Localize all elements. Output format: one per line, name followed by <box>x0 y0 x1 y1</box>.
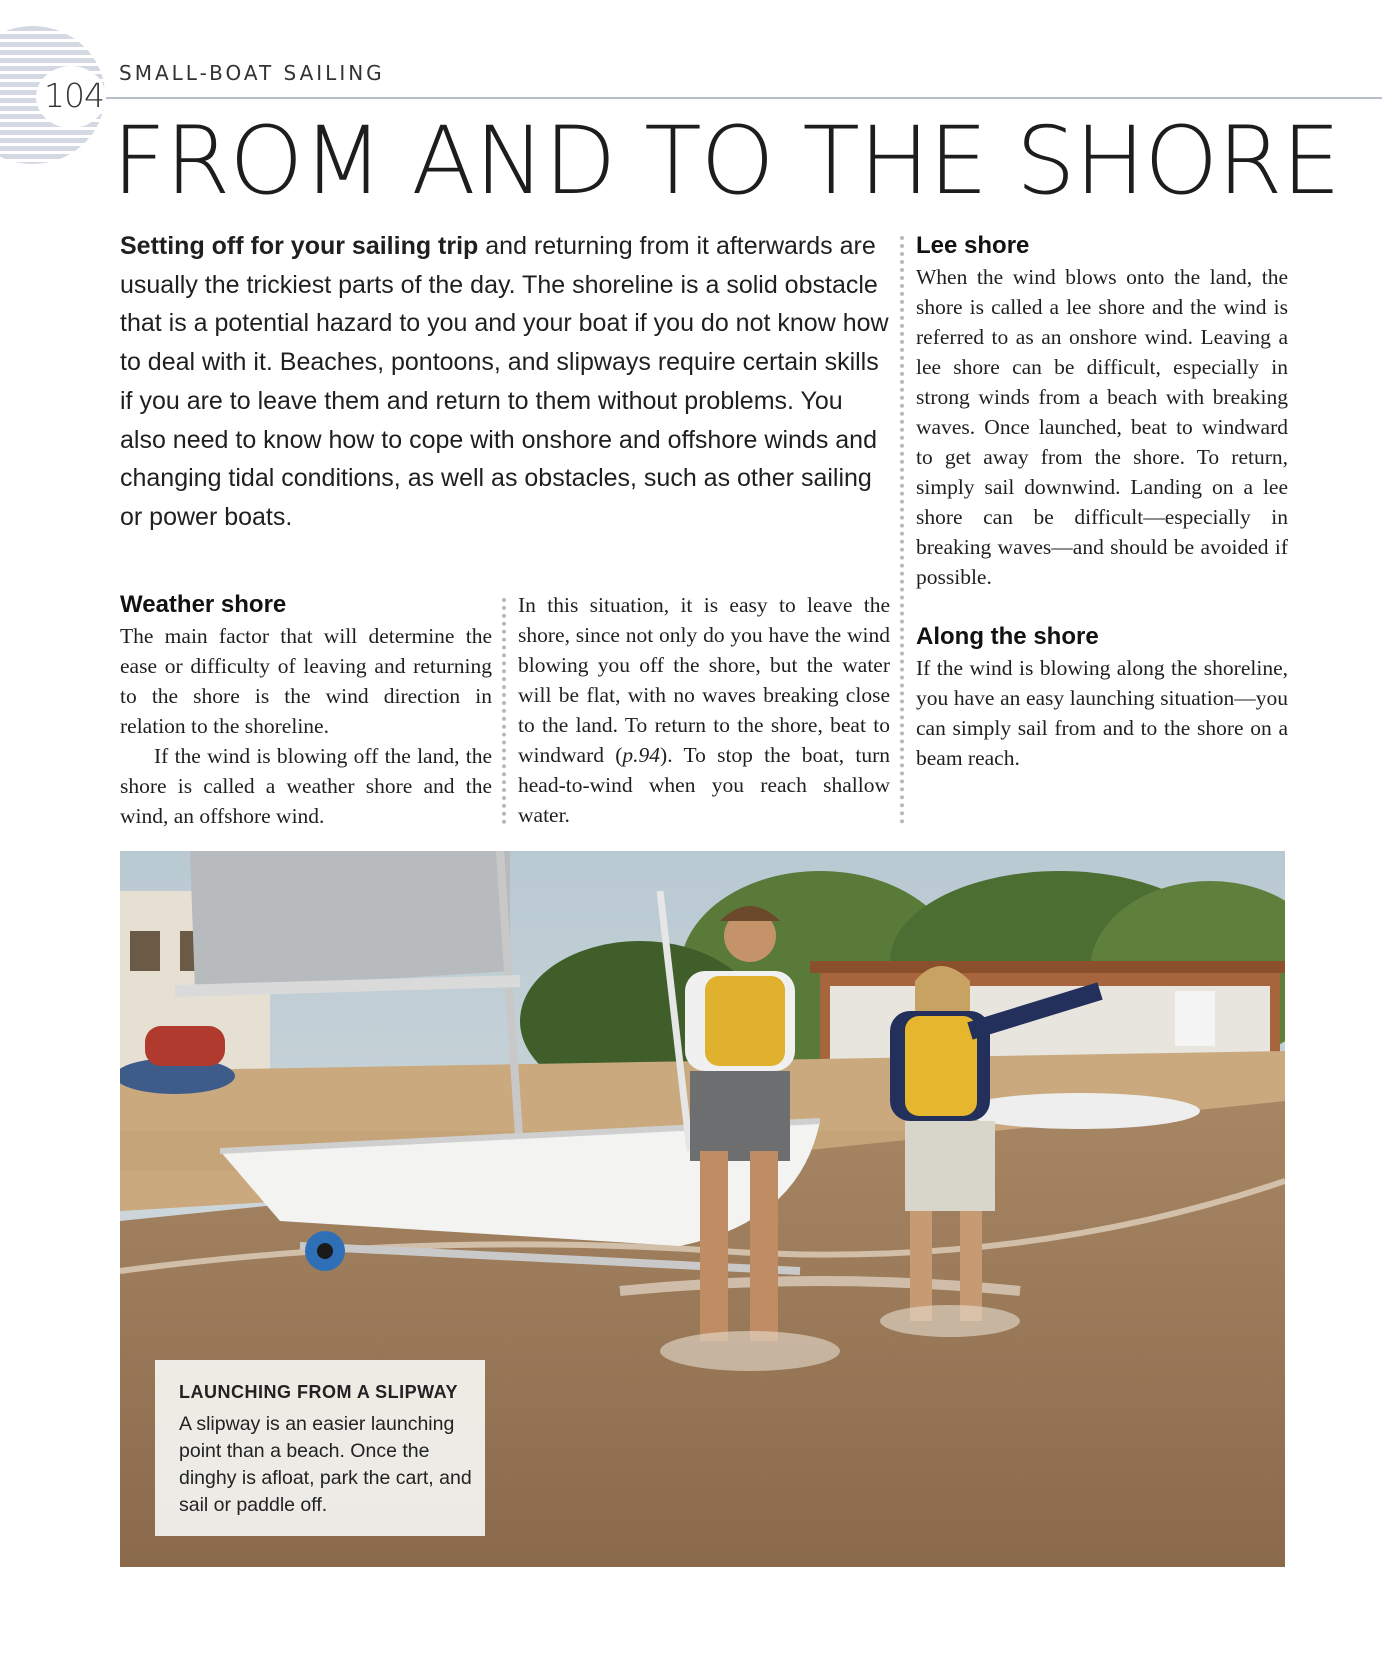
page-reference-link[interactable]: p.94 <box>622 743 661 767</box>
weather-shore-heading: Weather shore <box>120 591 287 618</box>
slipway-photo <box>120 851 1285 1567</box>
weather-shore-paragraph-2: If the wind is blowing off the land, the shore is called a weather shore and the wind, an offshore wind. <box>120 744 492 828</box>
caption-text: A slipway is an easier launching point than a beach. Once the dinghy is afloat, park the cart, and sail or paddle off. <box>179 1413 472 1516</box>
weather-shore-column <box>120 590 492 831</box>
weather-shore-paragraph-1: The main factor that will determine the ease or difficulty of leaving and returning to the shore is the wind direction in relation to the shoreline. <box>120 624 492 738</box>
p3-after: ). To stop the boat, turn head-to-wind when you reach shallow water. <box>518 743 890 827</box>
page-number: 104 <box>44 76 104 115</box>
page-title: FROM AND TO THE SHORE <box>112 107 1340 216</box>
weather-shore-paragraph-3 <box>518 590 890 830</box>
intro-lead: Setting off for your sailing trip <box>120 232 479 260</box>
photo-caption <box>155 1360 485 1536</box>
along-shore-paragraph: If the wind is blowing along the shoreline, you have an easy launching situation—you can simply sail from and to the shore on a beam reach. <box>916 656 1288 770</box>
intro-paragraph <box>120 227 890 537</box>
header-rule <box>106 97 1382 99</box>
lee-shore-heading: Lee shore <box>916 232 1030 259</box>
lee-shore-column <box>916 231 1288 773</box>
column-divider <box>900 236 904 824</box>
lee-shore-paragraph: When the wind blows onto the land, the shore is called a lee shore and the wind is referred to as an onshore wind. Leaving a lee shore can be difficult, especially in strong winds from a beach with breaking waves. Once launched, beat to windward to get away from the shore. To return, simply sail downwind. Landing on a lee shore can be difficult—especially in breaking waves—and should be avoided if possible. <box>916 265 1288 589</box>
weather-shore-continued-column <box>518 590 890 830</box>
column-divider <box>502 598 506 824</box>
section-label: SMALL-BOAT SAILING <box>119 61 385 85</box>
along-shore-heading: Along the shore <box>916 623 1099 650</box>
p3-before: In this situation, it is easy to leave the shore, since not only do you have the wind blowing you off the shore, but the water will be flat, with no waves breaking close to the land. To return to the shore, beat to windward ( <box>518 593 890 767</box>
caption-title: LAUNCHING FROM A SLIPWAY <box>179 1382 459 1402</box>
intro-text: and returning from it afterwards are usually the trickiest parts of the day. The shoreline is a solid obstacle that is a potential hazard to you and your boat if you do not know how to deal with it. Beaches, pontoons, and slipways require certain skills if you are to leave them and return to them without problems. You also need to know how to cope with onshore and offshore winds and changing tidal conditions, as well as obstacles, such as other sailing or power boats. <box>120 232 889 531</box>
